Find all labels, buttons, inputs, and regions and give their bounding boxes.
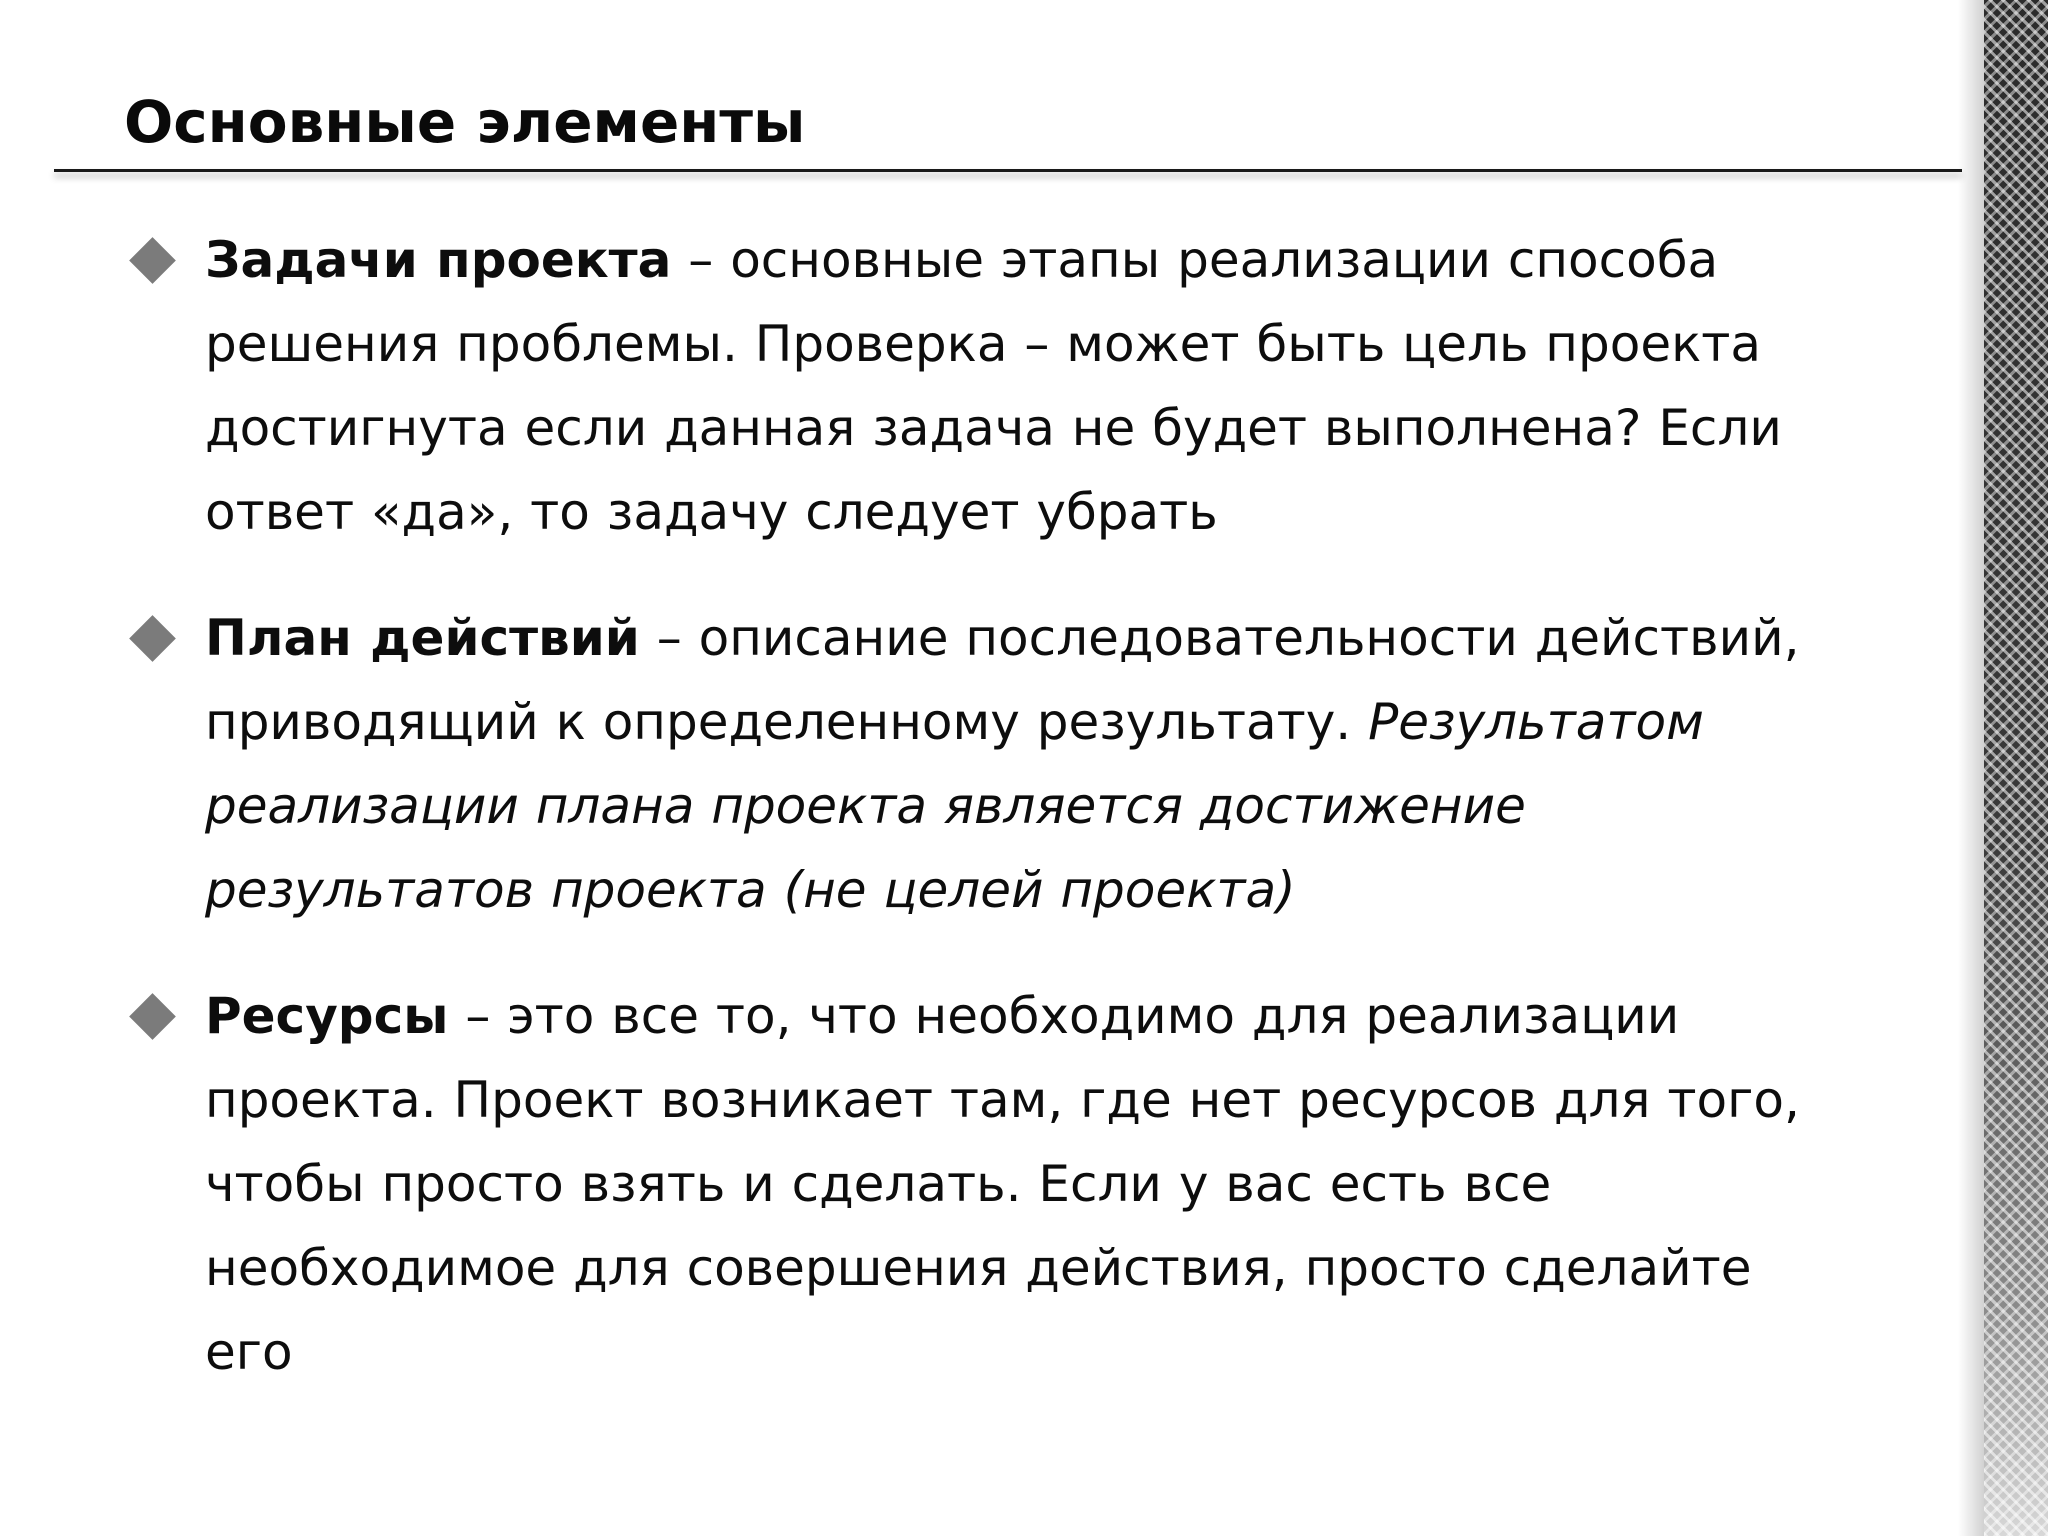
- page-title: Основные элементы: [124, 88, 806, 156]
- bullet-text: [205, 596, 2035, 932]
- diamond-bullet-icon: [129, 615, 176, 662]
- bullet-line: решения проблемы. Проверка – может быть цель проекта: [205, 315, 1762, 373]
- bullet-line: – основные этапы реализации способа: [671, 231, 1719, 289]
- bullet-line: чтобы просто взять и сделать. Если у вас есть все: [205, 1155, 1552, 1213]
- diamond-bullet-icon: [129, 237, 176, 284]
- bullet-emphasis: Результатом: [1368, 693, 1704, 751]
- bullet-text: [205, 974, 2035, 1394]
- bullet-line: проекта. Проект возникает там, где нет ресурсов для того,: [205, 1071, 1800, 1129]
- bullet-term: План действий: [205, 609, 640, 667]
- bullet-line: приводящий к определенному результату.: [205, 693, 1369, 751]
- bullet-line: ответ «да», то задачу следует убрать: [205, 483, 1218, 541]
- bullet-line: – это все то, что необходимо для реализации: [448, 987, 1680, 1045]
- bullet-term: Задачи проекта: [205, 231, 672, 289]
- edge-shadow: [1958, 0, 1984, 1536]
- bullet-term: Ресурсы: [205, 987, 449, 1045]
- decorative-edge-strip: [1984, 0, 2048, 1536]
- bullet-line: достигнута если данная задача не будет выполнена? Если: [205, 399, 1782, 457]
- bullet-emphasis: реализации плана проекта является достижение: [205, 777, 1526, 835]
- bullet-line: необходимое для совершения действия, просто сделайте: [205, 1239, 1752, 1297]
- bullet-line: его: [205, 1323, 293, 1381]
- bullet-text: [205, 218, 2035, 554]
- bullet-emphasis: результатов проекта (не целей проекта): [205, 861, 1296, 919]
- diamond-bullet-icon: [129, 993, 176, 1040]
- bullet-line: – описание последовательности действий,: [639, 609, 1800, 667]
